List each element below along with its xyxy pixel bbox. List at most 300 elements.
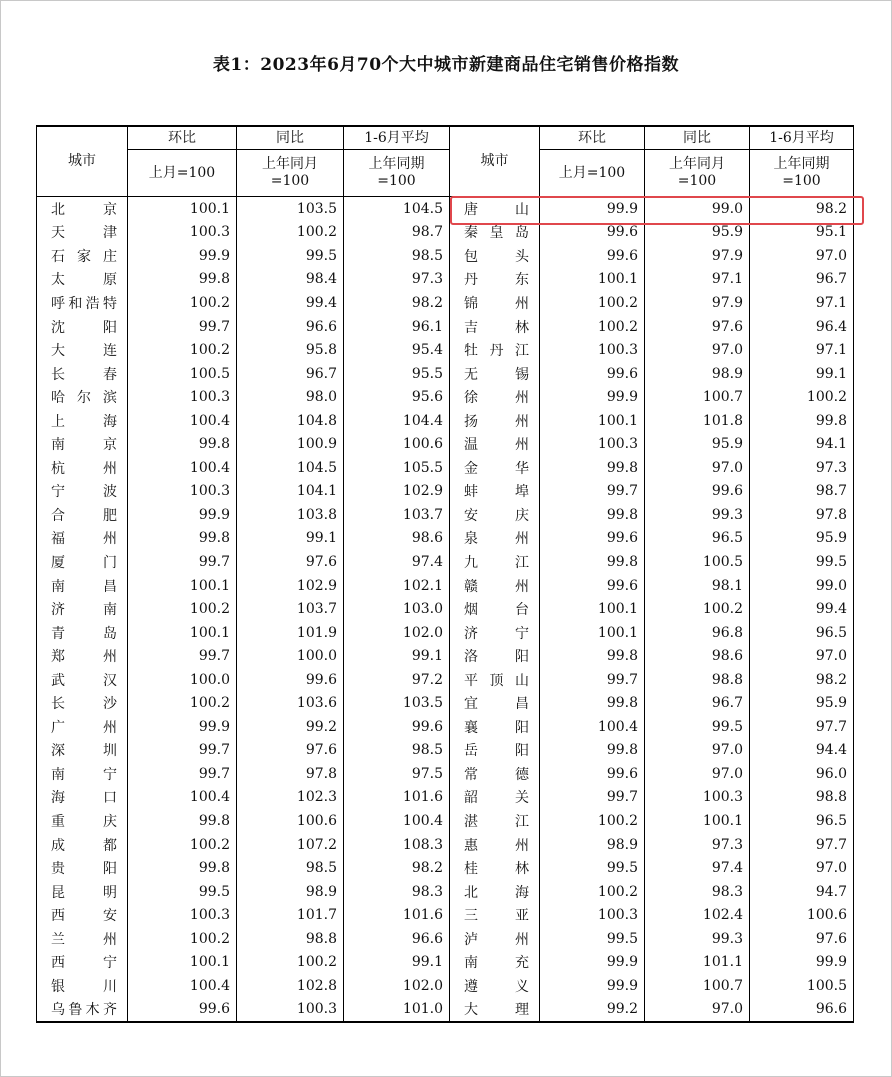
header-mom-left: 环比	[128, 126, 237, 150]
table-row	[37, 480, 854, 504]
yoy-cell: 97.0	[645, 739, 750, 763]
yoy-cell: 98.5	[237, 856, 344, 880]
mom-cell: 99.8	[128, 856, 237, 880]
avg-cell: 97.3	[750, 456, 854, 480]
yoy-cell: 103.5	[237, 197, 344, 221]
city-cell: 青岛	[37, 621, 128, 645]
table-row	[37, 903, 854, 927]
mom-cell: 99.5	[128, 880, 237, 904]
table-row	[37, 338, 854, 362]
mom-cell: 100.3	[128, 480, 237, 504]
table-row	[37, 927, 854, 951]
avg-cell: 99.1	[750, 362, 854, 386]
city-cell: 西安	[37, 903, 128, 927]
table-row	[37, 809, 854, 833]
city-cell: 南京	[37, 432, 128, 456]
city-cell: 太原	[37, 268, 128, 292]
city-cell: 长春	[37, 362, 128, 386]
avg-cell: 103.0	[344, 597, 450, 621]
avg-cell: 96.5	[750, 621, 854, 645]
yoy-cell: 101.7	[237, 903, 344, 927]
avg-cell: 98.8	[750, 786, 854, 810]
city-cell: 哈尔滨	[37, 385, 128, 409]
yoy-cell: 98.9	[645, 362, 750, 386]
mom-cell: 99.5	[540, 856, 645, 880]
mom-cell: 100.4	[128, 786, 237, 810]
yoy-cell: 100.2	[237, 951, 344, 975]
yoy-cell: 99.6	[237, 668, 344, 692]
avg-cell: 99.4	[750, 597, 854, 621]
mom-cell: 99.6	[540, 527, 645, 551]
yoy-cell: 96.6	[237, 315, 344, 339]
header-mom-right: 环比	[540, 126, 645, 150]
mom-cell: 100.1	[128, 951, 237, 975]
avg-cell: 99.9	[750, 951, 854, 975]
yoy-cell: 97.9	[645, 244, 750, 268]
avg-cell: 97.8	[750, 503, 854, 527]
city-cell: 大理	[450, 998, 540, 1023]
yoy-cell: 98.3	[645, 880, 750, 904]
avg-cell: 98.2	[750, 197, 854, 221]
city-cell: 银川	[37, 974, 128, 998]
table-row	[37, 762, 854, 786]
yoy-cell: 98.8	[645, 668, 750, 692]
city-cell: 深圳	[37, 739, 128, 763]
yoy-cell: 102.9	[237, 574, 344, 598]
avg-cell: 102.9	[344, 480, 450, 504]
city-cell: 锦州	[450, 291, 540, 315]
avg-cell: 99.1	[344, 951, 450, 975]
avg-cell: 96.6	[344, 927, 450, 951]
table-row	[37, 432, 854, 456]
mom-cell: 100.3	[540, 432, 645, 456]
avg-cell: 102.1	[344, 574, 450, 598]
mom-cell: 99.6	[540, 762, 645, 786]
mom-cell: 99.8	[128, 432, 237, 456]
mom-cell: 100.0	[128, 668, 237, 692]
table-row	[37, 856, 854, 880]
table-row	[37, 621, 854, 645]
avg-cell: 104.5	[344, 197, 450, 221]
yoy-cell: 98.4	[237, 268, 344, 292]
table-row	[37, 456, 854, 480]
mom-cell: 99.8	[540, 691, 645, 715]
header-city-right: 城市	[450, 126, 540, 197]
table-row	[37, 197, 854, 221]
yoy-cell: 95.8	[237, 338, 344, 362]
yoy-cell: 100.3	[645, 786, 750, 810]
city-cell: 唐山	[450, 197, 540, 221]
yoy-cell: 104.1	[237, 480, 344, 504]
city-cell: 金华	[450, 456, 540, 480]
mom-cell: 100.5	[128, 362, 237, 386]
table-row	[37, 315, 854, 339]
mom-cell: 99.9	[540, 951, 645, 975]
table-row	[37, 221, 854, 245]
mom-cell: 99.2	[540, 998, 645, 1023]
mom-cell: 99.9	[540, 974, 645, 998]
city-cell: 赣州	[450, 574, 540, 598]
avg-cell: 98.2	[344, 291, 450, 315]
table-row	[37, 739, 854, 763]
header-avg-base-right: 上年同期 =100	[750, 150, 854, 197]
city-cell: 平顶山	[450, 668, 540, 692]
yoy-cell: 101.9	[237, 621, 344, 645]
city-cell: 湛江	[450, 809, 540, 833]
avg-cell: 97.4	[344, 550, 450, 574]
yoy-cell: 100.3	[237, 998, 344, 1023]
yoy-cell: 97.9	[645, 291, 750, 315]
avg-cell: 98.5	[344, 739, 450, 763]
city-cell: 南昌	[37, 574, 128, 598]
avg-cell: 101.6	[344, 786, 450, 810]
yoy-cell: 103.7	[237, 597, 344, 621]
avg-cell: 101.6	[344, 903, 450, 927]
avg-cell: 95.5	[344, 362, 450, 386]
yoy-cell: 98.8	[237, 927, 344, 951]
yoy-cell: 100.2	[645, 597, 750, 621]
yoy-cell: 103.8	[237, 503, 344, 527]
city-cell: 杭州	[37, 456, 128, 480]
yoy-cell: 104.5	[237, 456, 344, 480]
table-row	[37, 715, 854, 739]
mom-cell: 99.7	[540, 786, 645, 810]
city-cell: 三亚	[450, 903, 540, 927]
mom-cell: 100.4	[128, 974, 237, 998]
mom-cell: 100.2	[128, 291, 237, 315]
mom-cell: 99.8	[540, 456, 645, 480]
yoy-cell: 95.9	[645, 221, 750, 245]
yoy-cell: 96.5	[645, 527, 750, 551]
avg-cell: 98.2	[344, 856, 450, 880]
city-cell: 吉林	[450, 315, 540, 339]
yoy-cell: 98.9	[237, 880, 344, 904]
avg-cell: 97.5	[344, 762, 450, 786]
yoy-cell: 104.8	[237, 409, 344, 433]
yoy-cell: 99.1	[237, 527, 344, 551]
avg-cell: 103.5	[344, 691, 450, 715]
city-cell: 厦门	[37, 550, 128, 574]
mom-cell: 99.9	[128, 503, 237, 527]
yoy-cell: 95.9	[645, 432, 750, 456]
avg-cell: 100.4	[344, 809, 450, 833]
mom-cell: 100.1	[540, 597, 645, 621]
yoy-cell: 100.0	[237, 644, 344, 668]
avg-cell: 97.0	[750, 856, 854, 880]
table-row	[37, 503, 854, 527]
avg-cell: 100.6	[750, 903, 854, 927]
mom-cell: 99.7	[128, 315, 237, 339]
mom-cell: 99.8	[128, 809, 237, 833]
table-row	[37, 786, 854, 810]
avg-cell: 103.7	[344, 503, 450, 527]
table-row	[37, 527, 854, 551]
yoy-cell: 99.5	[645, 715, 750, 739]
mom-cell: 99.5	[540, 927, 645, 951]
city-cell: 桂林	[450, 856, 540, 880]
mom-cell: 99.6	[540, 362, 645, 386]
city-cell: 呼和浩特	[37, 291, 128, 315]
yoy-cell: 100.7	[645, 385, 750, 409]
yoy-cell: 100.5	[645, 550, 750, 574]
mom-cell: 100.1	[128, 574, 237, 598]
city-cell: 泉州	[450, 527, 540, 551]
table-row	[37, 268, 854, 292]
avg-cell: 96.5	[750, 809, 854, 833]
mom-cell: 100.4	[540, 715, 645, 739]
mom-cell: 99.6	[128, 998, 237, 1023]
avg-cell: 98.3	[344, 880, 450, 904]
city-cell: 安庆	[450, 503, 540, 527]
city-cell: 九江	[450, 550, 540, 574]
mom-cell: 100.1	[540, 268, 645, 292]
yoy-cell: 97.0	[645, 456, 750, 480]
yoy-cell: 98.0	[237, 385, 344, 409]
header-avg-base-left: 上年同期 =100	[344, 150, 450, 197]
avg-cell: 94.7	[750, 880, 854, 904]
yoy-cell: 97.1	[645, 268, 750, 292]
city-cell: 秦皇岛	[450, 221, 540, 245]
city-cell: 温州	[450, 432, 540, 456]
mom-cell: 99.6	[540, 221, 645, 245]
avg-cell: 100.6	[344, 432, 450, 456]
city-cell: 北京	[37, 197, 128, 221]
mom-cell: 100.2	[128, 338, 237, 362]
mom-cell: 100.3	[540, 338, 645, 362]
city-cell: 成都	[37, 833, 128, 857]
yoy-cell: 98.6	[645, 644, 750, 668]
avg-cell: 97.2	[344, 668, 450, 692]
city-cell: 丹东	[450, 268, 540, 292]
avg-cell: 100.2	[750, 385, 854, 409]
city-cell: 福州	[37, 527, 128, 551]
mom-cell: 100.3	[540, 903, 645, 927]
header-city-left: 城市	[37, 126, 128, 197]
yoy-cell: 97.0	[645, 338, 750, 362]
city-cell: 泸州	[450, 927, 540, 951]
avg-cell: 97.0	[750, 644, 854, 668]
avg-cell: 97.7	[750, 715, 854, 739]
mom-cell: 99.6	[540, 244, 645, 268]
yoy-cell: 97.3	[645, 833, 750, 857]
avg-cell: 97.6	[750, 927, 854, 951]
avg-cell: 95.9	[750, 691, 854, 715]
city-cell: 海口	[37, 786, 128, 810]
mom-cell: 100.2	[128, 691, 237, 715]
avg-cell: 99.5	[750, 550, 854, 574]
avg-cell: 102.0	[344, 621, 450, 645]
mom-cell: 100.2	[128, 833, 237, 857]
yoy-cell: 97.4	[645, 856, 750, 880]
yoy-cell: 98.1	[645, 574, 750, 598]
header-yoy-base-right: 上年同月 =100	[645, 150, 750, 197]
avg-cell: 99.8	[750, 409, 854, 433]
city-cell: 郑州	[37, 644, 128, 668]
header-yoy-left: 同比	[237, 126, 344, 150]
yoy-cell: 99.6	[645, 480, 750, 504]
city-cell: 宁波	[37, 480, 128, 504]
city-cell: 贵阳	[37, 856, 128, 880]
header-mom-base-right: 上月=100	[540, 150, 645, 197]
mom-cell: 99.7	[540, 480, 645, 504]
yoy-cell: 100.7	[645, 974, 750, 998]
city-cell: 洛阳	[450, 644, 540, 668]
mom-cell: 99.8	[128, 268, 237, 292]
header-yoy-right: 同比	[645, 126, 750, 150]
city-cell: 牡丹江	[450, 338, 540, 362]
mom-cell: 99.8	[128, 527, 237, 551]
city-cell: 大连	[37, 338, 128, 362]
mom-cell: 100.1	[128, 621, 237, 645]
avg-cell: 97.0	[750, 244, 854, 268]
mom-cell: 99.9	[540, 385, 645, 409]
table-row	[37, 385, 854, 409]
city-cell: 韶关	[450, 786, 540, 810]
mom-cell: 100.1	[540, 409, 645, 433]
mom-cell: 100.3	[128, 903, 237, 927]
yoy-cell: 97.0	[645, 762, 750, 786]
city-cell: 乌鲁木齐	[37, 998, 128, 1023]
city-cell: 惠州	[450, 833, 540, 857]
yoy-cell: 99.0	[645, 197, 750, 221]
mom-cell: 99.8	[540, 503, 645, 527]
table-row	[37, 998, 854, 1023]
table-title: 表1：2023年6月70个大中城市新建商品住宅销售价格指数	[212, 55, 680, 75]
table-row	[37, 244, 854, 268]
table-row	[37, 362, 854, 386]
yoy-cell: 100.6	[237, 809, 344, 833]
city-cell: 无锡	[450, 362, 540, 386]
city-cell: 重庆	[37, 809, 128, 833]
city-cell: 西宁	[37, 951, 128, 975]
city-cell: 常德	[450, 762, 540, 786]
mom-cell: 99.6	[540, 574, 645, 598]
avg-cell: 100.5	[750, 974, 854, 998]
city-cell: 南宁	[37, 762, 128, 786]
city-cell: 襄阳	[450, 715, 540, 739]
yoy-cell: 103.6	[237, 691, 344, 715]
city-cell: 天津	[37, 221, 128, 245]
yoy-cell: 99.4	[237, 291, 344, 315]
city-cell: 长沙	[37, 691, 128, 715]
header-yoy-base-left: 上年同月 =100	[237, 150, 344, 197]
header-avg-left: 1-6月平均	[344, 126, 450, 150]
avg-cell: 95.9	[750, 527, 854, 551]
mom-cell: 99.8	[540, 644, 645, 668]
avg-cell: 96.6	[750, 998, 854, 1023]
mom-cell: 100.2	[128, 927, 237, 951]
avg-cell: 94.4	[750, 739, 854, 763]
city-cell: 徐州	[450, 385, 540, 409]
city-cell: 包头	[450, 244, 540, 268]
city-cell: 兰州	[37, 927, 128, 951]
mom-cell: 100.3	[128, 385, 237, 409]
avg-cell: 108.3	[344, 833, 450, 857]
yoy-cell: 97.6	[645, 315, 750, 339]
yoy-cell: 101.8	[645, 409, 750, 433]
avg-cell: 97.1	[750, 338, 854, 362]
mom-cell: 99.8	[540, 550, 645, 574]
mom-cell: 100.4	[128, 456, 237, 480]
yoy-cell: 99.5	[237, 244, 344, 268]
table-row	[37, 550, 854, 574]
yoy-cell: 100.9	[237, 432, 344, 456]
city-cell: 南充	[450, 951, 540, 975]
mom-cell: 99.7	[540, 668, 645, 692]
header-avg-right: 1-6月平均	[750, 126, 854, 150]
avg-cell: 98.6	[344, 527, 450, 551]
avg-cell: 97.1	[750, 291, 854, 315]
mom-cell: 99.7	[128, 550, 237, 574]
city-cell: 上海	[37, 409, 128, 433]
yoy-cell: 97.8	[237, 762, 344, 786]
city-cell: 沈阳	[37, 315, 128, 339]
table-row	[37, 880, 854, 904]
mom-cell: 99.9	[128, 244, 237, 268]
mom-cell: 99.9	[128, 715, 237, 739]
table-row	[37, 574, 854, 598]
mom-cell: 100.4	[128, 409, 237, 433]
avg-cell: 96.0	[750, 762, 854, 786]
table-row	[37, 668, 854, 692]
yoy-cell: 96.7	[237, 362, 344, 386]
city-cell: 北海	[450, 880, 540, 904]
yoy-cell: 102.4	[645, 903, 750, 927]
avg-cell: 96.4	[750, 315, 854, 339]
city-cell: 济南	[37, 597, 128, 621]
city-cell: 宜昌	[450, 691, 540, 715]
mom-cell: 100.1	[540, 621, 645, 645]
yoy-cell: 100.2	[237, 221, 344, 245]
avg-cell: 94.1	[750, 432, 854, 456]
avg-cell: 105.5	[344, 456, 450, 480]
avg-cell: 102.0	[344, 974, 450, 998]
city-cell: 扬州	[450, 409, 540, 433]
yoy-cell: 96.7	[645, 691, 750, 715]
table-row	[37, 974, 854, 998]
city-cell: 合肥	[37, 503, 128, 527]
yoy-cell: 101.1	[645, 951, 750, 975]
avg-cell: 99.1	[344, 644, 450, 668]
avg-cell: 95.4	[344, 338, 450, 362]
city-cell: 广州	[37, 715, 128, 739]
table-row	[37, 409, 854, 433]
mom-cell: 99.7	[128, 644, 237, 668]
price-index-table	[36, 125, 854, 1023]
yoy-cell: 107.2	[237, 833, 344, 857]
table-row	[37, 833, 854, 857]
mom-cell: 99.9	[540, 197, 645, 221]
table-row	[37, 644, 854, 668]
avg-cell: 95.1	[750, 221, 854, 245]
avg-cell: 97.3	[344, 268, 450, 292]
avg-cell: 101.0	[344, 998, 450, 1023]
table-row	[37, 691, 854, 715]
city-cell: 昆明	[37, 880, 128, 904]
city-cell: 烟台	[450, 597, 540, 621]
avg-cell: 98.7	[750, 480, 854, 504]
avg-cell: 99.0	[750, 574, 854, 598]
avg-cell: 99.6	[344, 715, 450, 739]
yoy-cell: 96.8	[645, 621, 750, 645]
city-cell: 蚌埠	[450, 480, 540, 504]
mom-cell: 99.8	[540, 739, 645, 763]
mom-cell: 100.2	[540, 291, 645, 315]
avg-cell: 95.6	[344, 385, 450, 409]
mom-cell: 100.2	[540, 315, 645, 339]
avg-cell: 96.7	[750, 268, 854, 292]
table-row	[37, 951, 854, 975]
